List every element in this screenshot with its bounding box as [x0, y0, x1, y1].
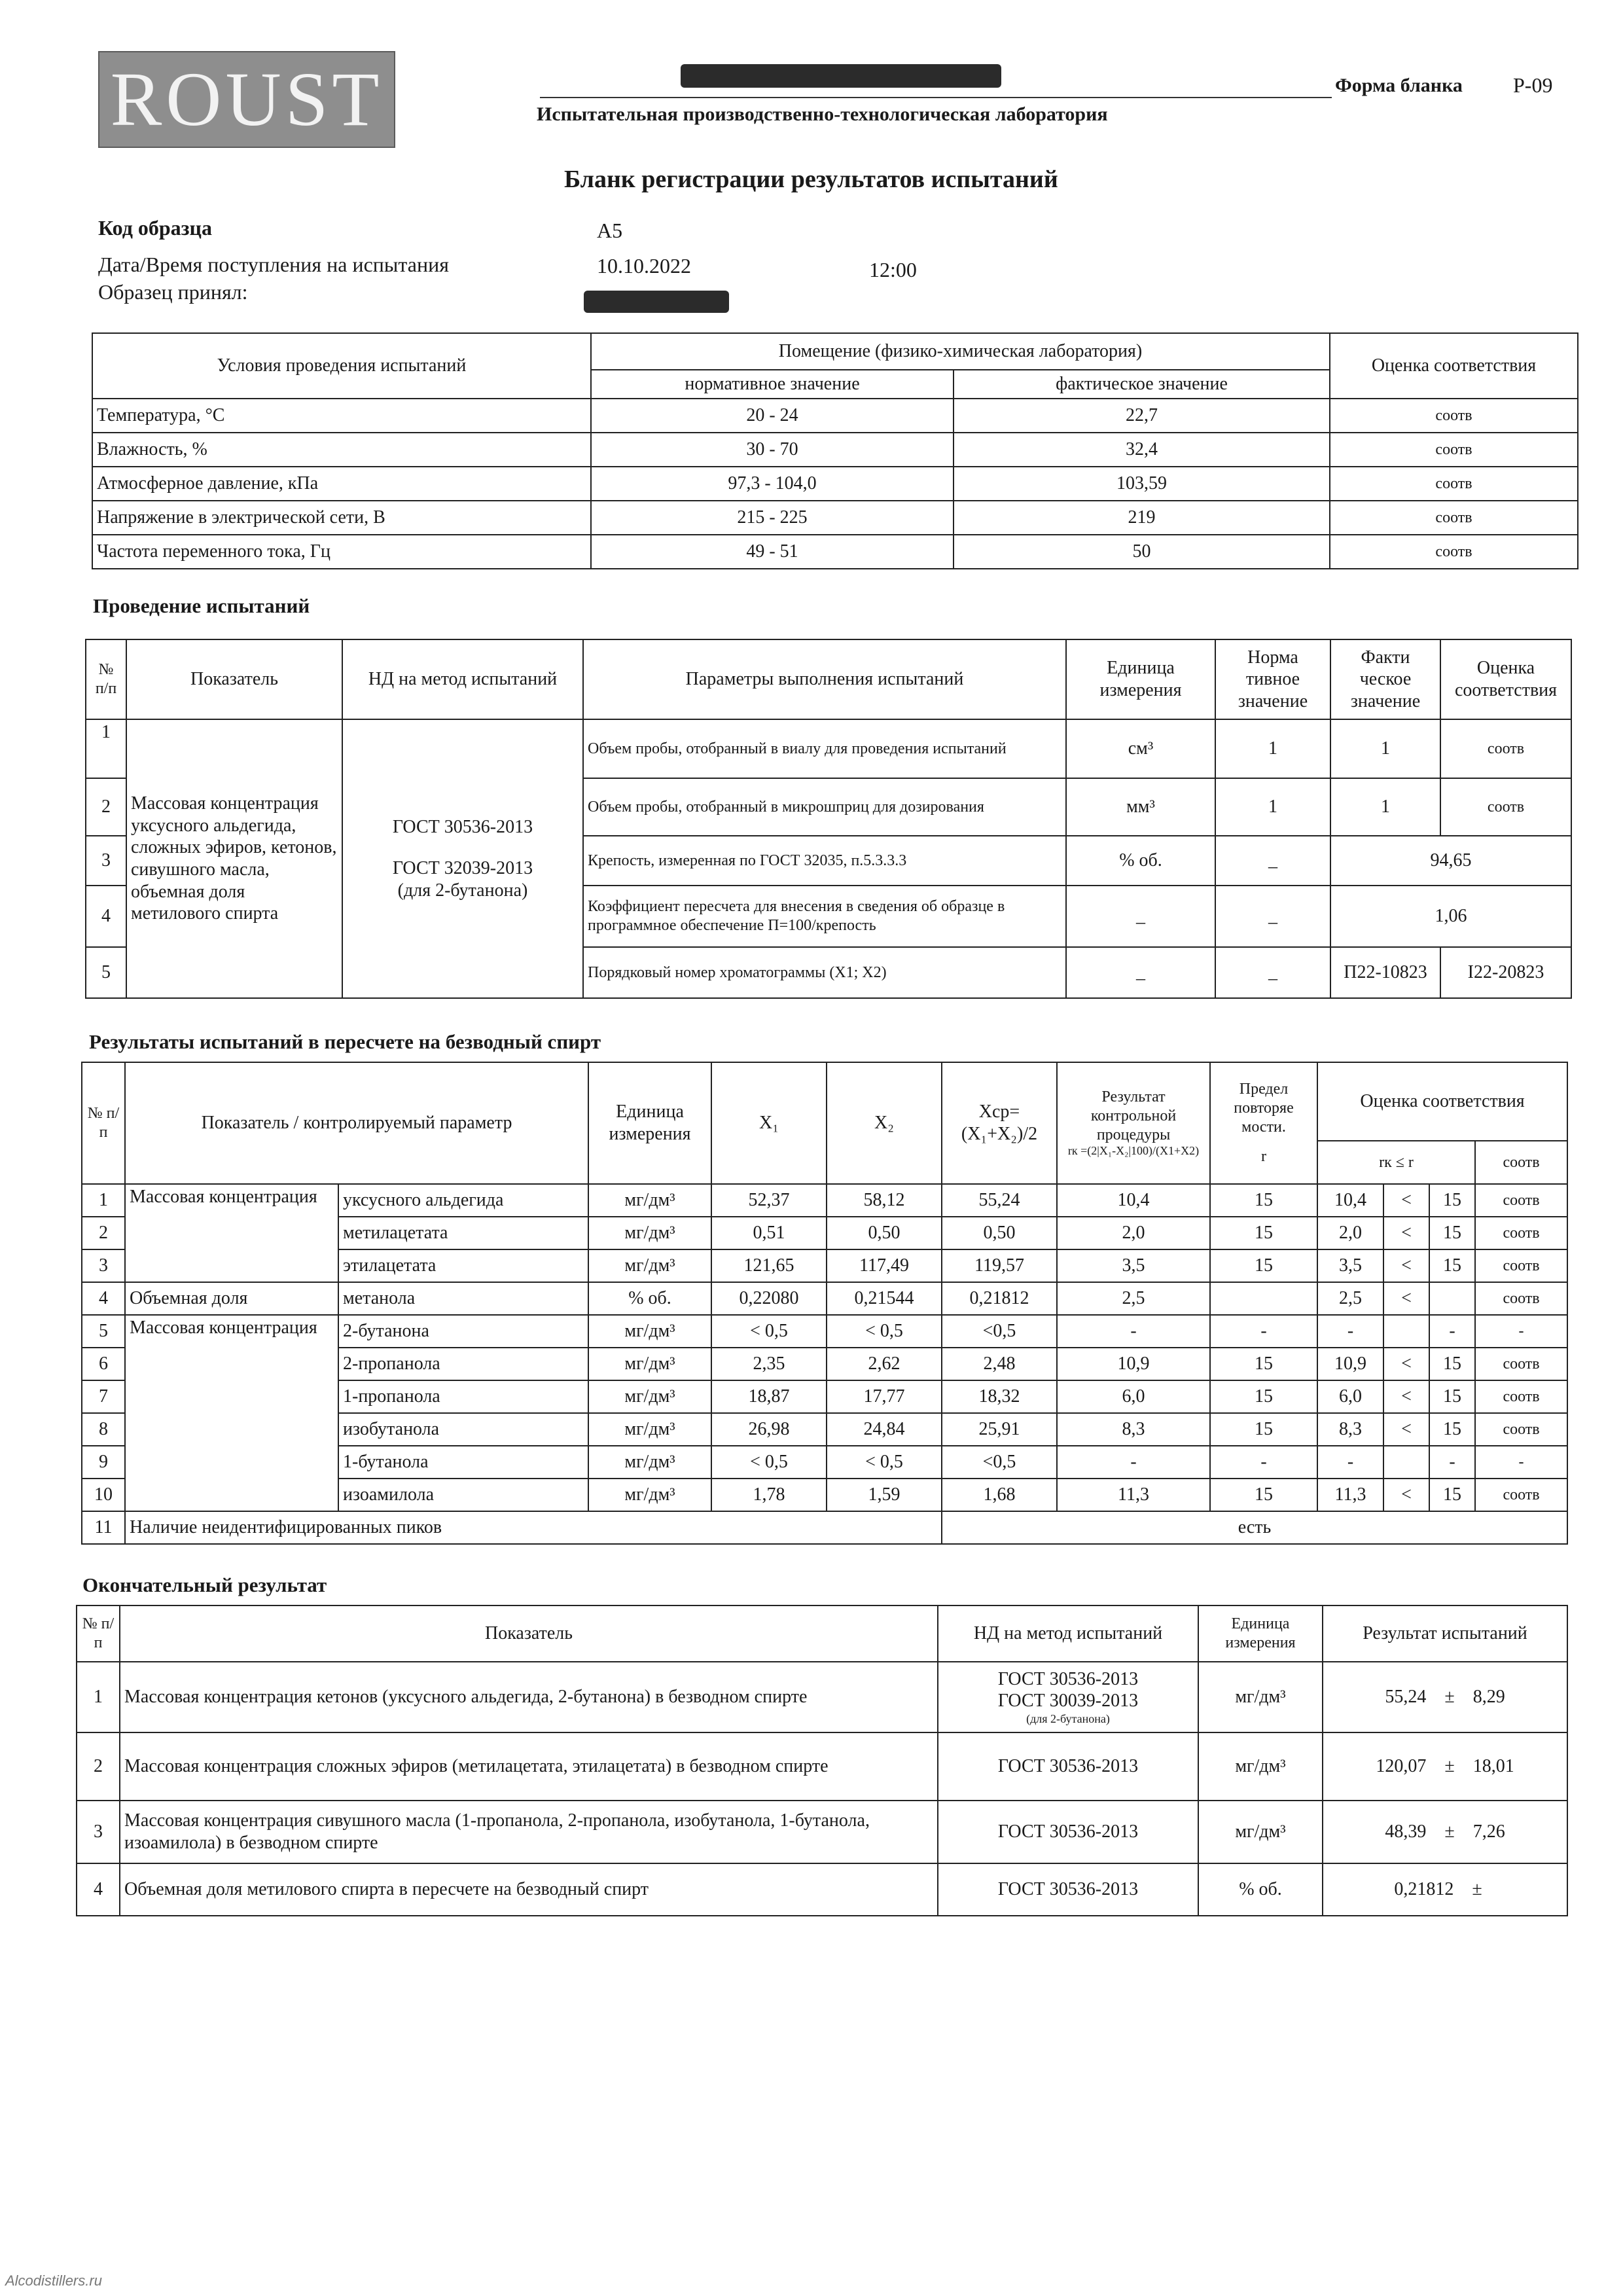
res-a1: 6,0: [1317, 1380, 1383, 1413]
res-x2: < 0,5: [827, 1446, 942, 1479]
cond-name: Влажность, %: [92, 433, 591, 467]
res-param: 2-бутанона: [338, 1315, 588, 1348]
res-header-rk: rк ≤ r: [1317, 1141, 1475, 1184]
res-a3: -: [1429, 1446, 1475, 1479]
res-a4: соотв: [1475, 1249, 1567, 1282]
test-header-params: Параметры выполнения испытаний: [583, 639, 1066, 719]
res-xcp: 25,91: [942, 1413, 1057, 1446]
test-assess: I22-20823: [1440, 947, 1571, 998]
final-value: 55,24: [1385, 1687, 1427, 1708]
res-a3: 15: [1429, 1413, 1475, 1446]
test-assess: соотв: [1440, 719, 1571, 778]
test-fact: П22-10823: [1330, 947, 1440, 998]
res-xcp: <0,5: [942, 1315, 1057, 1348]
res-unit: мг/дм³: [588, 1315, 711, 1348]
test-param: Объем пробы, отобранный в виалу для проведения испытаний: [583, 719, 1066, 778]
page-title: Бланк регистрации результатов испытаний: [564, 166, 1058, 193]
results-table: [81, 1062, 1568, 1545]
res-unit: мг/дм³: [588, 1217, 711, 1249]
res-a2: <: [1383, 1184, 1429, 1217]
res-x1: 18,87: [711, 1380, 827, 1413]
res-a1: 3,5: [1317, 1249, 1383, 1282]
cond-header-assess: Оценка соответствия: [1330, 333, 1578, 399]
final-pm: ±: [1444, 1821, 1455, 1842]
cond-assess: соотв: [1330, 535, 1578, 569]
final-header-result: Результат испытаний: [1323, 1605, 1567, 1662]
section-title-results: Результаты испытаний в пересчете на безводный спирт: [89, 1030, 601, 1053]
cond-name: Напряжение в электрической сети, В: [92, 501, 591, 535]
test-method-2-note: (для 2-бутанона): [397, 880, 528, 901]
res-x2: 17,77: [827, 1380, 942, 1413]
res-param: изобутанола: [338, 1413, 588, 1446]
final-indicator: Объемная доля метилового спирта в пересчете на безводный спирт: [120, 1863, 938, 1916]
cond-header-norm: нормативное значение: [591, 370, 954, 399]
res-a2: [1383, 1446, 1429, 1479]
final-no: 3: [77, 1801, 120, 1863]
final-unit: мг/дм³: [1198, 1662, 1323, 1732]
cond-assess: соотв: [1330, 399, 1578, 433]
test-unit: % об.: [1066, 836, 1215, 886]
res-param: 2-пропанола: [338, 1348, 588, 1380]
res-a3: 15: [1429, 1479, 1475, 1511]
res-a2: <: [1383, 1348, 1429, 1380]
test-unit: _: [1066, 947, 1215, 998]
res-xcp: 0,50: [942, 1217, 1057, 1249]
final-unit: мг/дм³: [1198, 1801, 1323, 1863]
res-x1: 2,35: [711, 1348, 827, 1380]
test-assess: соотв: [1440, 778, 1571, 836]
lab-name: Испытательная производственно-технологическая лаборатория: [537, 103, 1108, 125]
section-title-testing: Проведение испытаний: [93, 594, 310, 617]
res-x1: 0,51: [711, 1217, 827, 1249]
cond-norm: 215 - 225: [591, 501, 954, 535]
res-unit: мг/дм³: [588, 1380, 711, 1413]
res-no: 8: [82, 1413, 125, 1446]
res-a4: соотв: [1475, 1380, 1567, 1413]
res-unidentified-value: есть: [942, 1511, 1567, 1544]
res-r: 15: [1210, 1184, 1317, 1217]
res-header-limit-label: Предел повторяе мости.: [1234, 1081, 1294, 1136]
res-group-1: Массовая концентрация: [125, 1184, 338, 1282]
sample-code-label: Код образца: [98, 216, 212, 240]
res-unit: мг/дм³: [588, 1348, 711, 1380]
res-x1: < 0,5: [711, 1446, 827, 1479]
res-xcp: 18,32: [942, 1380, 1057, 1413]
cond-norm: 20 - 24: [591, 399, 954, 433]
res-r: 15: [1210, 1413, 1317, 1446]
test-method-1: ГОСТ 30536-2013: [392, 816, 533, 837]
res-a2: <: [1383, 1479, 1429, 1511]
test-unit: см³: [1066, 719, 1215, 778]
cond-name: Атмосферное давление, кПа: [92, 467, 591, 501]
res-a4: соотв: [1475, 1479, 1567, 1511]
res-unit: мг/дм³: [588, 1249, 711, 1282]
res-header-unit: Единица измерения: [588, 1062, 711, 1184]
final-err: 18,01: [1472, 1756, 1514, 1777]
final-result: [1323, 1801, 1567, 1863]
res-param: 1-пропанола: [338, 1380, 588, 1413]
res-header-sootv: соотв: [1475, 1141, 1567, 1184]
res-x2: 117,49: [827, 1249, 942, 1282]
res-xcp: 119,57: [942, 1249, 1057, 1282]
cond-fact: 32,4: [954, 433, 1330, 467]
res-a1: 8,3: [1317, 1413, 1383, 1446]
res-header-result-label: Результат контрольной процедуры: [1090, 1088, 1177, 1143]
table-row: [82, 1511, 1567, 1544]
conditions-table: [92, 332, 1578, 569]
res-header-limit: [1210, 1062, 1317, 1184]
res-x1: 26,98: [711, 1413, 827, 1446]
res-a2: <: [1383, 1413, 1429, 1446]
table-row: [82, 1184, 1567, 1217]
date-value: 10.10.2022: [597, 254, 691, 278]
cond-fact: 50: [954, 535, 1330, 569]
res-a1: -: [1317, 1315, 1383, 1348]
res-r: -: [1210, 1315, 1317, 1348]
final-value: 0,21812: [1394, 1879, 1454, 1900]
res-header-x1: X₁: [711, 1062, 827, 1184]
table-row: [92, 535, 1578, 569]
final-pm: ±: [1444, 1756, 1455, 1777]
test-param: Порядковый номер хроматограммы (X1; X2): [583, 947, 1066, 998]
res-a3: 15: [1429, 1380, 1475, 1413]
table-row: [92, 433, 1578, 467]
test-method-2: ГОСТ 32039-2013: [392, 858, 533, 879]
final-pm: ±: [1444, 1687, 1455, 1708]
final-result: [1323, 1863, 1567, 1916]
res-x2: 0,50: [827, 1217, 942, 1249]
res-param: этилацетата: [338, 1249, 588, 1282]
res-no: 9: [82, 1446, 125, 1479]
table-row: [82, 1315, 1567, 1348]
final-result: [1323, 1732, 1567, 1801]
res-a3: [1429, 1282, 1475, 1315]
form-code: Р-09: [1513, 73, 1553, 97]
res-a1: 10,9: [1317, 1348, 1383, 1380]
final-pm: ±: [1472, 1879, 1482, 1900]
res-a3: 15: [1429, 1348, 1475, 1380]
res-rk: 2,0: [1057, 1217, 1210, 1249]
res-no: 2: [82, 1217, 125, 1249]
res-header-result-formula: rк =(2|X₁-X₂|100)/(X1+X2): [1067, 1144, 1200, 1158]
res-x1: 52,37: [711, 1184, 827, 1217]
res-xcp: 1,68: [942, 1479, 1057, 1511]
final-no: 1: [77, 1662, 120, 1732]
final-unit: мг/дм³: [1198, 1732, 1323, 1801]
final-indicator: Массовая концентрация сивушного масла (1-пропанола, 2-пропанола, изобутанола, 1-бутанола, изоамилола) в безводном спирте: [120, 1801, 938, 1863]
res-a4: соотв: [1475, 1184, 1567, 1217]
res-r: 15: [1210, 1217, 1317, 1249]
final-header-no: № п/п: [77, 1605, 120, 1662]
res-x1: 121,65: [711, 1249, 827, 1282]
cond-header-conditions: Условия проведения испытаний: [92, 333, 591, 399]
final-header-method: НД на метод испытаний: [938, 1605, 1198, 1662]
res-r: -: [1210, 1446, 1317, 1479]
header-rule: [540, 97, 1332, 98]
final-result: [1323, 1662, 1567, 1732]
res-unit: мг/дм³: [588, 1446, 711, 1479]
res-r: 15: [1210, 1479, 1317, 1511]
final-indicator: Массовая концентрация сложных эфиров (метилацетата, этилацетата) в безводном спирте: [120, 1732, 938, 1801]
res-a1: 11,3: [1317, 1479, 1383, 1511]
test-no: 3: [86, 836, 126, 886]
res-a4: соотв: [1475, 1217, 1567, 1249]
res-x2: 1,59: [827, 1479, 942, 1511]
test-header-method: НД на метод испытаний: [342, 639, 583, 719]
res-rk: 10,4: [1057, 1184, 1210, 1217]
res-a1: 2,0: [1317, 1217, 1383, 1249]
test-merged-value: 94,65: [1330, 836, 1571, 886]
res-no: 6: [82, 1348, 125, 1380]
cond-norm: 97,3 - 104,0: [591, 467, 954, 501]
test-norm: _: [1215, 836, 1330, 886]
test-unit: _: [1066, 886, 1215, 947]
res-unidentified-label: Наличие неидентифицированных пиков: [125, 1511, 942, 1544]
res-rk: 3,5: [1057, 1249, 1210, 1282]
res-a4: -: [1475, 1315, 1567, 1348]
form-label: Форма бланка: [1335, 75, 1463, 96]
watermark: Alcodistillers.ru: [5, 2272, 102, 2289]
res-r: 15: [1210, 1249, 1317, 1282]
cond-name: Температура, °С: [92, 399, 591, 433]
res-header-xcp: Xср= (X₁+X₂)/2: [942, 1062, 1057, 1184]
res-param: изоамилола: [338, 1479, 588, 1511]
res-x2: < 0,5: [827, 1315, 942, 1348]
res-no: 1: [82, 1184, 125, 1217]
test-norm: 1: [1215, 778, 1330, 836]
final-method: ГОСТ 30536-2013: [938, 1801, 1198, 1863]
test-param: Крепость, измеренная по ГОСТ 32035, п.5.3.3.3: [583, 836, 1066, 886]
res-a4: соотв: [1475, 1413, 1567, 1446]
final-unit: % об.: [1198, 1863, 1323, 1916]
table-row: [92, 399, 1578, 433]
test-header-indicator: Показатель: [126, 639, 342, 719]
res-header-result: [1057, 1062, 1210, 1184]
res-x1: < 0,5: [711, 1315, 827, 1348]
test-norm: _: [1215, 947, 1330, 998]
res-x2: 0,21544: [827, 1282, 942, 1315]
res-x2: 2,62: [827, 1348, 942, 1380]
test-header-no: № п/п: [86, 639, 126, 719]
res-xcp: 2,48: [942, 1348, 1057, 1380]
res-no: 11: [82, 1511, 125, 1544]
res-rk: -: [1057, 1315, 1210, 1348]
redacted-company-name: [681, 64, 1001, 88]
res-header-no: № п/п: [82, 1062, 125, 1184]
res-param: 1-бутанола: [338, 1446, 588, 1479]
res-header-limit-r: r: [1261, 1147, 1267, 1165]
res-group-2: Объемная доля: [125, 1282, 338, 1315]
res-rk: 2,5: [1057, 1282, 1210, 1315]
res-param: метилацетата: [338, 1217, 588, 1249]
redacted-signature: [584, 291, 729, 313]
res-x2: 24,84: [827, 1413, 942, 1446]
accepted-label: Образец принял:: [98, 280, 248, 304]
sample-code-value: А5: [597, 219, 623, 242]
res-rk: 11,3: [1057, 1479, 1210, 1511]
res-no: 5: [82, 1315, 125, 1348]
table-row: [77, 1801, 1567, 1863]
res-a1: -: [1317, 1446, 1383, 1479]
test-no: 2: [86, 778, 126, 836]
table-row: [82, 1282, 1567, 1315]
test-param: Коэффициент пересчета для внесения в сведения об образце в программное обеспечение П=100/крепость: [583, 886, 1066, 947]
res-header-indicator: Показатель / контролируемый параметр: [125, 1062, 588, 1184]
res-group-3: Массовая концентрация: [125, 1315, 338, 1511]
res-a2: [1383, 1315, 1429, 1348]
logo-text: ROUST: [110, 56, 383, 142]
cond-norm: 49 - 51: [591, 535, 954, 569]
section-title-final: Окончательный результат: [82, 1573, 327, 1596]
res-unit: % об.: [588, 1282, 711, 1315]
final-method: ГОСТ 30536-2013: [938, 1732, 1198, 1801]
final-method-1: ГОСТ 30536-2013: [997, 1668, 1139, 1689]
test-header-fact: Факти ческое значение: [1330, 639, 1440, 719]
res-a2: <: [1383, 1217, 1429, 1249]
testing-table: [85, 639, 1572, 999]
final-value: 48,39: [1385, 1821, 1427, 1842]
res-a4: соотв: [1475, 1282, 1567, 1315]
cond-header-fact: фактическое значение: [954, 370, 1330, 399]
res-no: 4: [82, 1282, 125, 1315]
res-xcp: 0,21812: [942, 1282, 1057, 1315]
res-no: 10: [82, 1479, 125, 1511]
time-value: 12:00: [869, 258, 917, 281]
res-rk: 10,9: [1057, 1348, 1210, 1380]
final-method-2: ГОСТ 30039-2013: [997, 1691, 1139, 1712]
test-header-unit: Единица измерения: [1066, 639, 1215, 719]
res-no: 7: [82, 1380, 125, 1413]
res-unit: мг/дм³: [588, 1413, 711, 1446]
final-value: 120,07: [1376, 1756, 1427, 1777]
res-a4: -: [1475, 1446, 1567, 1479]
table-row: [77, 1662, 1567, 1732]
cond-fact: 219: [954, 501, 1330, 535]
cond-assess: соотв: [1330, 467, 1578, 501]
test-fact: 1: [1330, 719, 1440, 778]
final-err: 8,29: [1472, 1687, 1505, 1708]
res-no: 3: [82, 1249, 125, 1282]
res-a2: <: [1383, 1380, 1429, 1413]
test-no: 5: [86, 947, 126, 998]
test-unit: мм³: [1066, 778, 1215, 836]
res-unit: мг/дм³: [588, 1184, 711, 1217]
final-no: 2: [77, 1732, 120, 1801]
final-header-indicator: Показатель: [120, 1605, 938, 1662]
table-row: [92, 467, 1578, 501]
final-method: [938, 1662, 1198, 1732]
test-indicator: Массовая концентрация уксусного альдегида, сложных эфиров, кетонов, сивушного масла, объемная доля метилового спирта: [126, 719, 342, 998]
test-merged-value: 1,06: [1330, 886, 1571, 947]
res-a3: -: [1429, 1315, 1475, 1348]
res-param: метанола: [338, 1282, 588, 1315]
res-unit: мг/дм³: [588, 1479, 711, 1511]
res-x1: 0,22080: [711, 1282, 827, 1315]
table-row: [92, 501, 1578, 535]
res-r: 15: [1210, 1380, 1317, 1413]
test-param: Объем пробы, отобранный в микрошприц для дозирования: [583, 778, 1066, 836]
res-r: 15: [1210, 1348, 1317, 1380]
res-a3: 15: [1429, 1217, 1475, 1249]
res-r: [1210, 1282, 1317, 1315]
final-method: ГОСТ 30536-2013: [938, 1863, 1198, 1916]
res-a2: <: [1383, 1282, 1429, 1315]
res-rk: 6,0: [1057, 1380, 1210, 1413]
test-norm: _: [1215, 886, 1330, 947]
final-method-note: (для 2-бутанона): [1026, 1712, 1110, 1725]
res-a3: 15: [1429, 1184, 1475, 1217]
cond-norm: 30 - 70: [591, 433, 954, 467]
cond-assess: соотв: [1330, 501, 1578, 535]
cond-header-room: Помещение (физико-химическая лаборатория): [591, 333, 1330, 370]
test-method: [342, 719, 583, 998]
test-norm: 1: [1215, 719, 1330, 778]
res-a2: <: [1383, 1249, 1429, 1282]
res-xcp: <0,5: [942, 1446, 1057, 1479]
res-a3: 15: [1429, 1249, 1475, 1282]
res-a1: 2,5: [1317, 1282, 1383, 1315]
res-param: уксусного альдегида: [338, 1184, 588, 1217]
cond-fact: 103,59: [954, 467, 1330, 501]
table-row: [77, 1863, 1567, 1916]
table-row: [77, 1732, 1567, 1801]
final-indicator: Массовая концентрация кетонов (уксусного альдегида, 2-бутанона) в безводном спирте: [120, 1662, 938, 1732]
res-x1: 1,78: [711, 1479, 827, 1511]
res-a1: 10,4: [1317, 1184, 1383, 1217]
cond-assess: соотв: [1330, 433, 1578, 467]
res-header-assess: Оценка соответствия: [1317, 1062, 1567, 1141]
test-fact: 1: [1330, 778, 1440, 836]
final-table: [76, 1605, 1568, 1916]
date-label: Дата/Время поступления на испытания: [98, 253, 449, 276]
cond-fact: 22,7: [954, 399, 1330, 433]
res-rk: 8,3: [1057, 1413, 1210, 1446]
res-rk: -: [1057, 1446, 1210, 1479]
res-a4: соотв: [1475, 1348, 1567, 1380]
res-header-x2: X₂: [827, 1062, 942, 1184]
test-header-norm: Норма тивное значение: [1215, 639, 1330, 719]
final-err: 7,26: [1472, 1821, 1505, 1842]
res-x2: 58,12: [827, 1184, 942, 1217]
res-xcp: 55,24: [942, 1184, 1057, 1217]
cond-name: Частота переменного тока, Гц: [92, 535, 591, 569]
roust-logo: [98, 51, 395, 148]
final-header-unit: Единица измерения: [1198, 1605, 1323, 1662]
test-no: 1: [86, 719, 126, 778]
test-header-assess: Оценка соответствия: [1440, 639, 1571, 719]
final-no: 4: [77, 1863, 120, 1916]
test-no: 4: [86, 886, 126, 947]
table-row: [86, 719, 1571, 778]
